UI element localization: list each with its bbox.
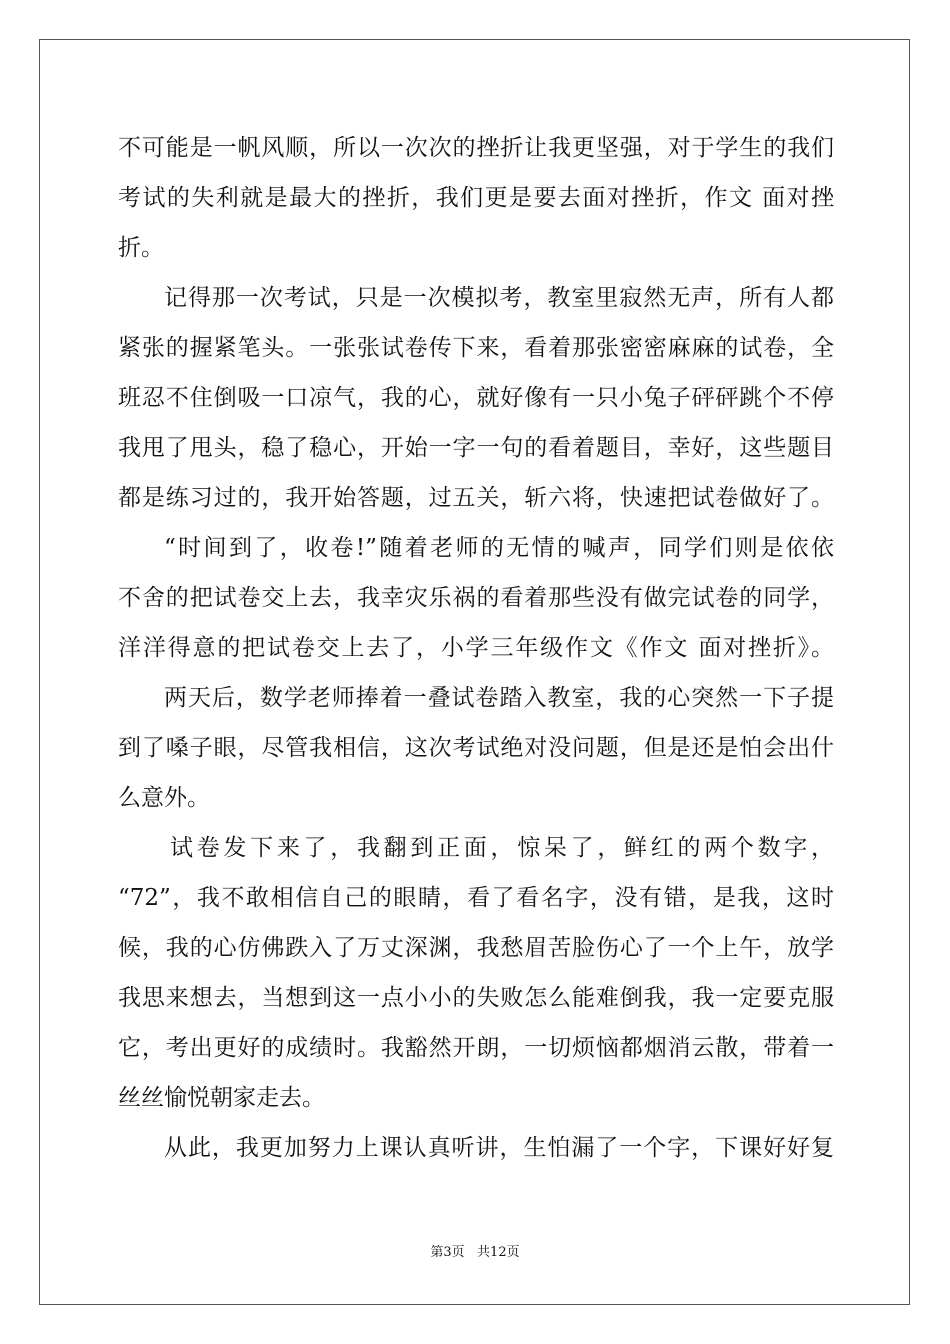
- text-line: 折。: [118, 235, 164, 261]
- text-line: 丝丝愉悦朝家走去。: [118, 1085, 325, 1111]
- text-line: 记得那一次考试，只是一次模拟考，教室里寂然无声，所有人都: [164, 285, 834, 311]
- page-number: 第3页 共12页: [430, 1245, 520, 1260]
- text-line: 候，我的心仿佛跌入了万丈深渊，我愁眉苦脸伤心了一个上午，放学: [118, 935, 834, 961]
- text-line: 不可能是一帆风顺，所以一次次的挫折让我更坚强，对于学生的我们: [118, 135, 834, 161]
- text-line: 从此，我更加努力上课认真听讲，生怕漏了一个字，下课好好复: [164, 1135, 834, 1161]
- text-line: 紧张的握紧笔头。一张张试卷传下来，看着那张密密麻麻的试卷，全: [118, 335, 834, 361]
- text-line: 我思来想去，当想到这一点小小的失败怎么能难倒我，我一定要克服: [118, 985, 834, 1011]
- text-line: 试卷发下来了，我翻到正面，惊呆了，鲜红的两个数字，: [170, 835, 834, 861]
- text-line: 两天后，数学老师捧着一叠试卷踏入教室，我的心突然一下子提: [164, 685, 834, 711]
- text-line: 都是练习过的，我开始答题，过五关，斩六将，快速把试卷做好了。: [118, 485, 834, 511]
- text-line: 我甩了甩头，稳了稳心，开始一字一句的看着题目，幸好，这些题目: [118, 435, 834, 461]
- text-line: “时间到了，收卷!”随着老师的无情的喊声，同学们则是依依: [164, 535, 834, 561]
- text-line: 它，考出更好的成绩时。我豁然开朗，一切烦恼都烟消云散，带着一: [118, 1035, 834, 1061]
- text-line: 班忍不住倒吸一口凉气，我的心，就好像有一只小兔子砰砰跳个不停: [118, 385, 834, 411]
- text-line: “72”，我不敢相信自己的眼睛，看了看名字，没有错，是我，这时: [118, 885, 834, 911]
- text-line: 不舍的把试卷交上去，我幸灾乐祸的看着那些没有做完试卷的同学，: [118, 585, 834, 611]
- text-line: 么意外。: [118, 785, 210, 811]
- page-border: [39, 39, 910, 1305]
- text-line: 洋洋得意的把试卷交上去了，小学三年级作文《作文 面对挫折》。: [118, 635, 834, 661]
- text-line: 考试的失利就是最大的挫折，我们更是要去面对挫折，作文 面对挫: [118, 185, 834, 211]
- text-line: 到了嗓子眼，尽管我相信，这次考试绝对没问题，但是还是怕会出什: [118, 735, 834, 761]
